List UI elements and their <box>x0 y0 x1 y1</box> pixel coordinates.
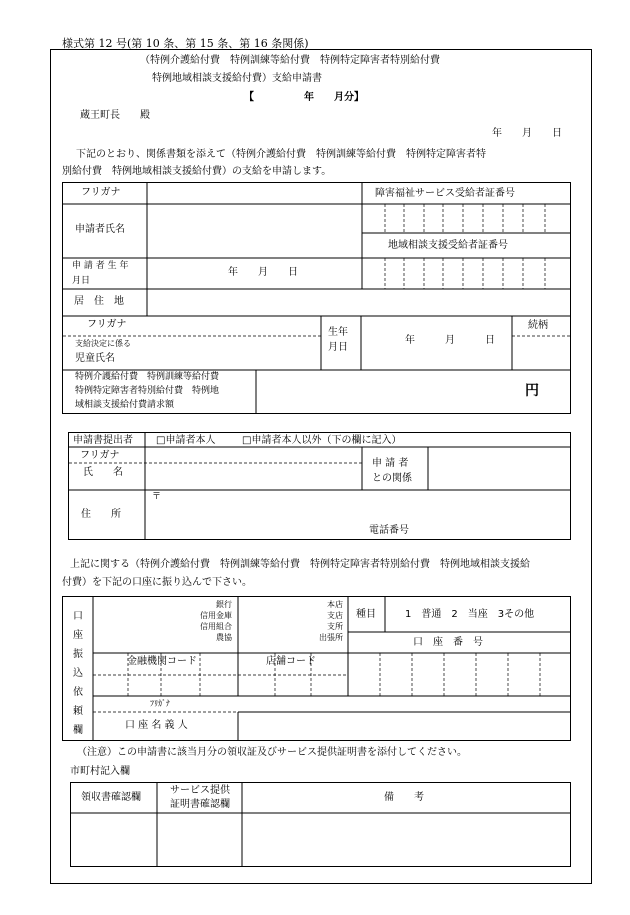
service-check-label-1: サービス提供 <box>170 785 230 796</box>
account-kind-options[interactable]: 1 普通 2 当座 3その他 <box>405 609 535 620</box>
branch-type: 本店 <box>327 600 343 609</box>
submitter-label: 申請書提出者 <box>73 435 133 446</box>
phone-label: 電話番号 <box>369 525 409 536</box>
child-birth-label-1: 生年 <box>328 327 348 338</box>
title-line-2: 特例地域相談支援給付費）支給申請書 <box>152 73 322 84</box>
account-kind-label: 種目 <box>356 609 376 620</box>
branch-type: 支所 <box>327 622 343 631</box>
side-char: 座 <box>73 630 83 641</box>
date-line: 年 月 日 <box>492 128 562 139</box>
side-char: 頼 <box>73 706 83 717</box>
option-other[interactable]: □申請者本人以外（下の欄に記入） <box>242 435 402 446</box>
side-char: 欄 <box>73 725 83 736</box>
postal-mark: 〒 <box>152 492 162 502</box>
child-birth-label-2: 月日 <box>328 342 348 353</box>
addressee: 蔵王町長 殿 <box>80 110 150 121</box>
submitter-relation-2: との関係 <box>372 473 412 484</box>
bank-intro-line-2: 付費）を下記の口座に振り込んで下さい。 <box>62 577 252 588</box>
holder-furigana-label: ﾌﾘｶﾞﾅ <box>150 699 170 708</box>
service-cert-label: 障害福祉サービス受給者証番号 <box>375 188 515 199</box>
municipal-table <box>71 783 571 867</box>
inst-type: 農協 <box>216 633 232 642</box>
yen-unit: 円 <box>525 383 539 399</box>
bank-code-label: 金融機関コード <box>127 656 197 667</box>
side-char: 口 <box>73 611 83 622</box>
submitter-table <box>69 433 571 540</box>
side-char: 振 <box>73 649 83 660</box>
claim-label-2: 特例特定障害者特別給付費 特例地 <box>75 386 220 396</box>
submitter-address-label: 住 所 <box>81 509 121 520</box>
service-check-label-2: 証明書確認欄 <box>170 799 230 810</box>
institution-types <box>170 599 232 643</box>
branch-code-label: 店舗コード <box>266 656 316 667</box>
inst-type: 信用組合 <box>200 622 232 631</box>
account-number-label: 口 座 番 号 <box>413 637 483 648</box>
branch-type: 出張所 <box>319 633 343 642</box>
submitter-relation-1: 申 請 者 <box>372 458 409 469</box>
municipal-title: 市町村記入欄 <box>70 766 130 777</box>
option-self[interactable]: □申請者本人 <box>156 435 216 446</box>
notice: （注意）この申請書に該当月分の領収証及びサービス提供証明書を添付してください。 <box>77 747 467 758</box>
bank-intro-line-1: 上記に関する（特例介護給付費 特例訓練等給付費 特例特定障害者特別給付費 特例地域相談支援給 <box>70 559 530 570</box>
branch-types <box>295 599 343 643</box>
child-furigana-label: フリガナ <box>87 319 127 330</box>
title-line-1: （特例介護給付費 特例訓練等給付費 特例特定障害者特別給付費 <box>140 55 440 66</box>
child-label-2: 児童氏名 <box>75 353 115 364</box>
submitter-name-label: 氏 名 <box>83 467 123 478</box>
submitter-furigana-label: フリガナ <box>80 450 120 461</box>
claim-label-3: 域相談支援給付費請求額 <box>75 400 175 410</box>
side-char: 依 <box>73 687 83 698</box>
address-label: 居 住 地 <box>74 296 124 307</box>
branch-type: 支店 <box>327 611 343 620</box>
applicant-name-label: 申請者氏名 <box>75 224 125 235</box>
claim-label-1: 特例介護給付費 特例訓練等給付費 <box>75 372 220 382</box>
birth-label-1: 申 請 者 生 年 <box>72 261 129 271</box>
birth-label-2: 月日 <box>72 276 91 286</box>
applicant-furigana-label: フリガナ <box>81 187 121 198</box>
holder-label: 口 座 名 義 人 <box>125 720 188 731</box>
remarks-label: 備 考 <box>384 792 424 803</box>
consult-cert-label: 地域相談支援受給者証番号 <box>388 240 508 251</box>
relation-label: 続柄 <box>528 320 548 331</box>
inst-type: 銀行 <box>216 600 232 609</box>
birth-date-placeholder: 年 月 日 <box>228 267 298 278</box>
inst-type: 信用金庫 <box>200 611 232 620</box>
intro-line-2: 別給付費 特例地域相談支援給付費）の支給を申請します。 <box>62 166 332 177</box>
title-period: 【 年 月分】 <box>244 92 364 103</box>
child-birth-placeholder: 年 月 日 <box>405 335 495 346</box>
intro-line-1: 下記のとおり、関係書類を添えて（特例介護給付費 特例訓練等給付費 特例特定障害者特 <box>76 149 486 160</box>
side-char: 込 <box>73 668 83 679</box>
receipt-check-label: 領収書確認欄 <box>81 792 141 803</box>
child-label-1: 支給決定に係る <box>75 339 131 348</box>
form-number: 様式第 12 号(第 10 条、第 15 条、第 16 条関係) <box>62 37 309 50</box>
